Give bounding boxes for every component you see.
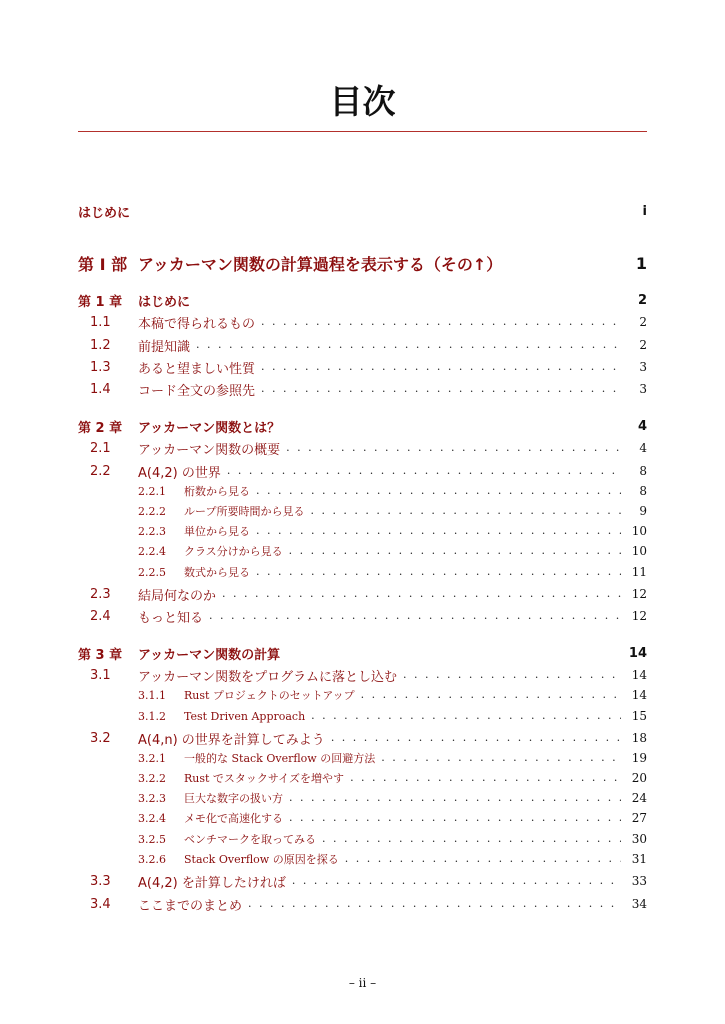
entry-number: 3.1 — [90, 667, 111, 683]
entry-page-number[interactable]: 4 — [639, 441, 647, 455]
toc-entry-sec[interactable] — [78, 606, 647, 626]
entry-number: 3.1.2 — [138, 709, 166, 723]
dot-leader — [209, 606, 621, 626]
entry-number: 1.4 — [90, 381, 111, 397]
entry-page-number[interactable]: 2 — [637, 292, 647, 308]
dot-leader — [310, 501, 621, 521]
entry-page-number[interactable]: 14 — [631, 688, 647, 702]
entry-title[interactable]: アッカーマン関数をプログラムに落とし込む — [138, 669, 397, 685]
toc-entry-sub[interactable] — [78, 541, 647, 561]
entry-page-number[interactable]: 3 — [639, 382, 647, 396]
entry-title[interactable]: コード全文の参照先 — [138, 383, 256, 399]
entry-number: 2.2.2 — [138, 504, 166, 518]
dot-leader — [261, 379, 621, 399]
toc-entry-sec[interactable] — [78, 728, 647, 748]
toc-entry-sec[interactable] — [78, 584, 647, 604]
toc-entry-sub[interactable] — [78, 768, 647, 788]
entry-number: 3.2.6 — [138, 852, 166, 866]
title-divider — [78, 131, 647, 132]
toc-entry-sec[interactable] — [78, 461, 647, 481]
toc-entry-sub[interactable] — [78, 808, 647, 828]
entry-page-number[interactable]: i — [642, 203, 647, 219]
entry-number: 2.2.3 — [138, 524, 166, 538]
entry-page-number[interactable]: 12 — [631, 609, 647, 623]
entry-page-number[interactable]: 33 — [631, 874, 647, 888]
toc-entry-sub[interactable] — [78, 829, 647, 849]
entry-number: 3.2.3 — [138, 791, 166, 805]
entry-number: 1.3 — [90, 359, 111, 375]
toc-entry-sub[interactable] — [78, 481, 647, 501]
entry-page-number[interactable]: 18 — [631, 731, 647, 745]
entry-title[interactable]: ループ所要時間から見る — [184, 505, 305, 518]
dot-leader — [322, 829, 621, 849]
entry-title[interactable]: 結局何なのか — [138, 588, 217, 604]
dot-leader — [345, 849, 621, 869]
toc-entry-sec[interactable] — [78, 871, 647, 891]
entry-page-number[interactable]: 24 — [631, 791, 647, 805]
entry-page-number[interactable]: 3 — [639, 360, 647, 374]
toc-entry-chap[interactable] — [78, 643, 647, 663]
entry-page-number[interactable]: 30 — [631, 832, 647, 846]
entry-number: 3.2.1 — [138, 751, 166, 765]
entry-number: 第 3 章 — [78, 647, 123, 663]
entry-title[interactable]: クラス分けから見る — [184, 545, 283, 558]
entry-number: 2.2.5 — [138, 565, 166, 579]
entry-title[interactable]: 桁数から見る — [184, 485, 250, 498]
entry-title[interactable]: A(4,n) の世界を計算してみよう — [138, 732, 325, 748]
dot-leader — [331, 728, 621, 748]
dot-leader — [256, 481, 621, 501]
entry-number: 3.1.1 — [138, 688, 166, 702]
toc-entry-sub[interactable] — [78, 501, 647, 521]
entry-title[interactable]: アッカーマン関数の計算 — [138, 647, 281, 663]
entry-number: 3.4 — [90, 896, 111, 912]
toc-entry-sec[interactable] — [78, 379, 647, 399]
dot-leader — [248, 894, 621, 914]
toc-entry-part[interactable] — [78, 253, 647, 273]
entry-number: 3.3 — [90, 873, 111, 889]
entry-number: 2.2.4 — [138, 544, 166, 558]
entry-title[interactable]: あると望ましい性質 — [138, 361, 256, 377]
entry-number: 3.2.5 — [138, 832, 166, 846]
entry-title[interactable]: ベンチマークを取ってみる — [184, 833, 316, 846]
entry-number: 第 1 章 — [78, 294, 123, 310]
entry-title[interactable]: はじめに — [78, 205, 131, 221]
entry-number: 3.2.2 — [138, 771, 166, 785]
entry-number: 2.2 — [90, 463, 111, 479]
entry-number: 第 I 部 — [78, 254, 128, 274]
entry-page-number[interactable]: 4 — [637, 418, 647, 434]
dot-leader — [289, 788, 621, 808]
page-number-footer: – ii – — [348, 976, 377, 990]
toc-entry-chap[interactable] — [78, 290, 647, 310]
entry-title[interactable]: アッカーマン関数の概要 — [138, 442, 281, 458]
dot-leader — [350, 768, 621, 788]
toc-entry-sub[interactable] — [78, 521, 647, 541]
entry-title[interactable]: アッカーマン関数とは？ — [138, 420, 281, 436]
entry-number: 2.1 — [90, 440, 111, 456]
entry-page-number[interactable]: 10 — [631, 544, 647, 558]
entry-page-number[interactable]: 1 — [635, 253, 647, 273]
toc-entry-sec[interactable] — [78, 357, 647, 377]
dot-leader — [289, 808, 621, 828]
entry-number: 1.2 — [90, 337, 111, 353]
entry-page-number[interactable]: 34 — [631, 897, 647, 911]
toc-entry-sub[interactable] — [78, 788, 647, 808]
entry-title[interactable]: Test Driven Approach — [184, 709, 306, 723]
entry-page-number[interactable]: 12 — [631, 587, 647, 601]
entry-number: 2.4 — [90, 608, 111, 624]
entry-title[interactable]: Stack Overflow の原因を探る — [184, 853, 339, 866]
toc-entry-chap[interactable] — [78, 416, 647, 436]
entry-title[interactable]: もっと知る — [138, 610, 204, 626]
entry-page-number[interactable]: 14 — [631, 668, 647, 682]
entry-page-number[interactable]: 14 — [628, 645, 647, 661]
entry-title[interactable]: 一般的な Stack Overflow の回避方法 — [184, 752, 376, 765]
toc-entry-sub[interactable] — [78, 706, 647, 726]
toc-entry-sub[interactable] — [78, 849, 647, 869]
dot-leader — [286, 438, 621, 458]
entry-title[interactable]: 前提知識 — [138, 339, 191, 355]
toc-entry-sub[interactable] — [78, 562, 647, 582]
entry-title[interactable]: メモ化で高速化する — [184, 812, 283, 825]
dot-leader — [361, 685, 621, 705]
entry-page-number[interactable]: 10 — [631, 524, 647, 538]
entry-page-number[interactable]: 2 — [639, 315, 647, 329]
entry-number: 1.1 — [90, 314, 111, 330]
entry-page-number[interactable]: 19 — [631, 751, 647, 765]
entry-title[interactable]: ここまでのまとめ — [138, 898, 243, 914]
entry-title[interactable]: Rust プロジェクトのセットアップ — [184, 689, 355, 702]
entry-number: 2.2.1 — [138, 484, 166, 498]
entry-title[interactable]: 数式から見る — [184, 566, 250, 579]
entry-title[interactable]: 巨大な数字の扱い方 — [184, 792, 283, 805]
entry-page-number[interactable]: 11 — [631, 565, 647, 579]
toc-entry-sec[interactable] — [78, 438, 647, 458]
entry-title[interactable]: A(4,2) を計算したければ — [138, 875, 286, 891]
entry-number: 第 2 章 — [78, 420, 123, 436]
toc-entry-sub[interactable] — [78, 685, 647, 705]
dot-leader — [381, 748, 621, 768]
toc-entry-sec[interactable] — [78, 894, 647, 914]
toc-entry-sub[interactable] — [78, 748, 647, 768]
toc-entry-sec[interactable] — [78, 335, 647, 355]
entry-page-number[interactable]: 31 — [631, 852, 647, 866]
dot-leader — [261, 312, 621, 332]
dot-leader — [227, 461, 621, 481]
entry-number: 3.2 — [90, 730, 111, 746]
toc-entry-sec[interactable] — [78, 312, 647, 332]
dot-leader — [222, 584, 621, 604]
entry-title[interactable]: はじめに — [138, 294, 191, 310]
entry-title[interactable]: アッカーマン関数の計算過程を表示する（その↑） — [138, 254, 503, 274]
entry-page-number[interactable]: 27 — [631, 811, 647, 825]
dot-leader — [256, 521, 621, 541]
entry-page-number[interactable]: 20 — [631, 771, 647, 785]
page-title: 目次 — [329, 82, 396, 121]
dot-leader — [311, 706, 621, 726]
dot-leader — [196, 335, 621, 355]
entry-page-number[interactable]: 9 — [639, 504, 647, 518]
entry-number: 3.2.4 — [138, 811, 166, 825]
entry-page-number[interactable]: 8 — [639, 484, 647, 498]
entry-title[interactable]: 単位から見る — [184, 525, 250, 538]
entry-number: 2.3 — [90, 586, 111, 602]
entry-title[interactable]: A(4,2) の世界 — [138, 465, 221, 481]
entry-title[interactable]: Rust でスタックサイズを増やす — [184, 772, 345, 785]
entry-page-number[interactable]: 2 — [639, 338, 647, 352]
entry-page-number[interactable]: 8 — [639, 464, 647, 478]
entry-page-number[interactable]: 15 — [631, 709, 647, 723]
toc-entry-front[interactable] — [78, 201, 647, 221]
dot-leader — [261, 357, 621, 377]
entry-title[interactable]: 本稿で得られるもの — [138, 316, 256, 332]
toc-entry-sec[interactable] — [78, 665, 647, 685]
dot-leader — [289, 541, 621, 561]
dot-leader — [292, 871, 621, 891]
dot-leader — [403, 665, 621, 685]
dot-leader — [256, 562, 621, 582]
